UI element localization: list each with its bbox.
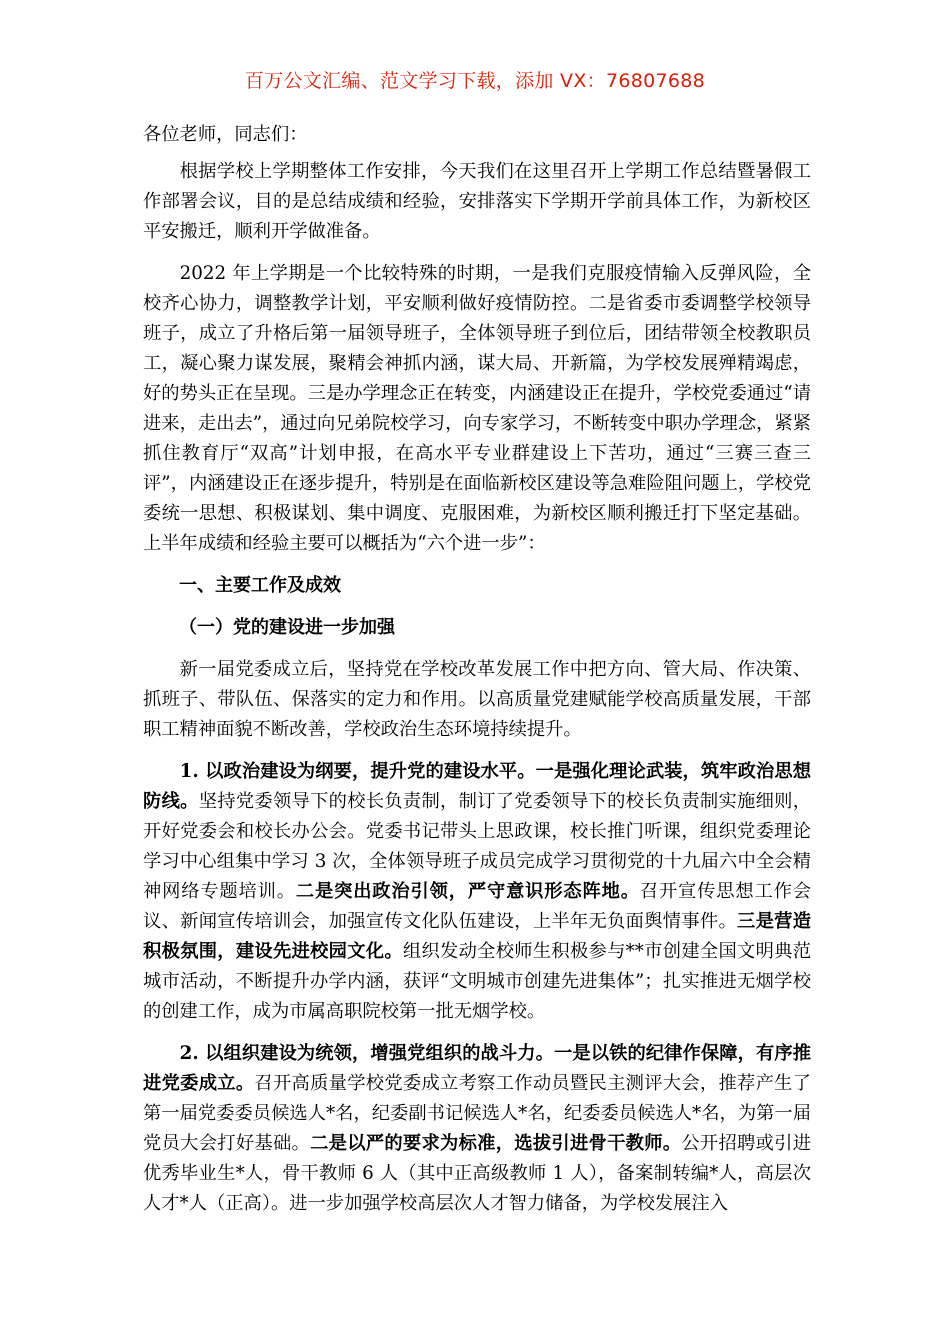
- paragraph-item-2: [143, 1039, 811, 1219]
- paragraph-overview: 2022 年上学期是一个比较特殊的时期，一是我们克服疫情输入反弹风险，全校齐心协力，调整教学计划，平安顺利做好疫情防控。二是省委市委调整学校领导班子，成立了升格后第一届领导班子，全体领导班子到位后，团结带领全校教职员工，凝心聚力谋发展，聚精会神抓内涵，谋大局、开新篇，为学校发展殚精竭虑，好的势头正在呈现。三是办学理念正在转变，内涵建设正在提升，学校党委通过“请进来，走出去”，通过向兄弟院校学习，向专家学习，不断转变中职办学理念，紧紧抓住教育厅“双高”计划申报，在高水平专业群建设上下苦功，通过“三赛三查三评”，内涵建设正在逐步提升，特别是在面临新校区建设等急难险阻问题上，学校党委统一思想、积极谋划、集中调度、克服困难，为新校区顺利搬迁打下坚定基础。上半年成绩和经验主要可以概括为“六个进一步”：: [143, 263, 811, 554]
- item-1-bold-third: 三是营造积极氛围，建设先进校园文化。: [143, 911, 812, 962]
- item-1-text: 坚持党委领导下的校长负责制，制订了党委领导下的校长负责制实施细则，开好党委会和校长办公会。党委书记带头上思政课，校长推门听课，组织党委理论学习中心组集中学习 3 次，全体领导班子成员完成学习贯彻党的十九届六中全会精神网络专题培训。: [143, 791, 812, 902]
- item-1-text-third: 组织发动全校师生积极参与**市创建全国文明典范城市活动，不断提升办学内涵，获评“文明城市创建先进集体”；扎实推进无烟学校的创建工作，成为市属高职院校第一批无烟学校。: [143, 941, 812, 1022]
- item-2-bold-second: 二是以严的要求为标准，选拔引进骨干教师。: [310, 1133, 682, 1154]
- item-1-bold-lead: 1. 以政治建设为纲要，提升党的建设水平。一是强化理论武装，筑牢政治思想防线。: [143, 761, 811, 812]
- document-body: [143, 120, 811, 1231]
- item-2-text-second: 公开招聘或引进优秀毕业生*人，骨干教师 6 人（其中正高级教师 1 人），备案制转编*人，高层次人才*人（正高）。进一步加强学校高层次人才智力储备，为学校发展注入: [143, 1133, 812, 1214]
- paragraph-item-1: [143, 757, 811, 1027]
- subsection-heading: （一）党的建设进一步加强: [179, 617, 395, 638]
- section-heading: 一、主要工作及成效: [179, 575, 341, 596]
- paragraph-intro: 根据学校上学期整体工作安排，今天我们在这里召开上学期工作总结暨暑假工作部署会议，目的是总结成绩和经验，安排落实下学期开学前具体工作，为新校区平安搬迁，顺利开学做准备。: [143, 161, 811, 242]
- salutation: 各位老师，同志们：: [143, 124, 308, 145]
- watermark-banner: 百万公文汇编、范文学习下载，添加 VX：76807688: [244, 70, 706, 92]
- item-1-text-second: 召开宣传思想工作会议、新闻宣传培训会，加强宣传文化队伍建设，上半年无负面舆情事件。: [143, 881, 811, 932]
- item-1-bold-second: 二是突出政治引领，严守意识形态阵地。: [295, 881, 640, 902]
- item-2-text: 召开高质量学校党委成立考察工作动员暨民主测评大会，推荐产生了第一届党委委员候选人*名，纪委副书记候选人*名，纪委委员候选人*名，为第一届党员大会打好基础。: [143, 1073, 812, 1154]
- item-2-bold-lead: 2. 以组织建设为统领，增强党组织的战斗力。一是以铁的纪律作保障，有序推进党委成立。: [143, 1043, 811, 1094]
- paragraph-party-building: 新一届党委成立后，坚持党在学校改革发展工作中把方向、管大局、作决策、抓班子、带队伍、保落实的定力和作用。以高质量党建赋能学校高质量发展，干部职工精神面貌不断改善，学校政治生态环境持续提升。: [143, 659, 811, 740]
